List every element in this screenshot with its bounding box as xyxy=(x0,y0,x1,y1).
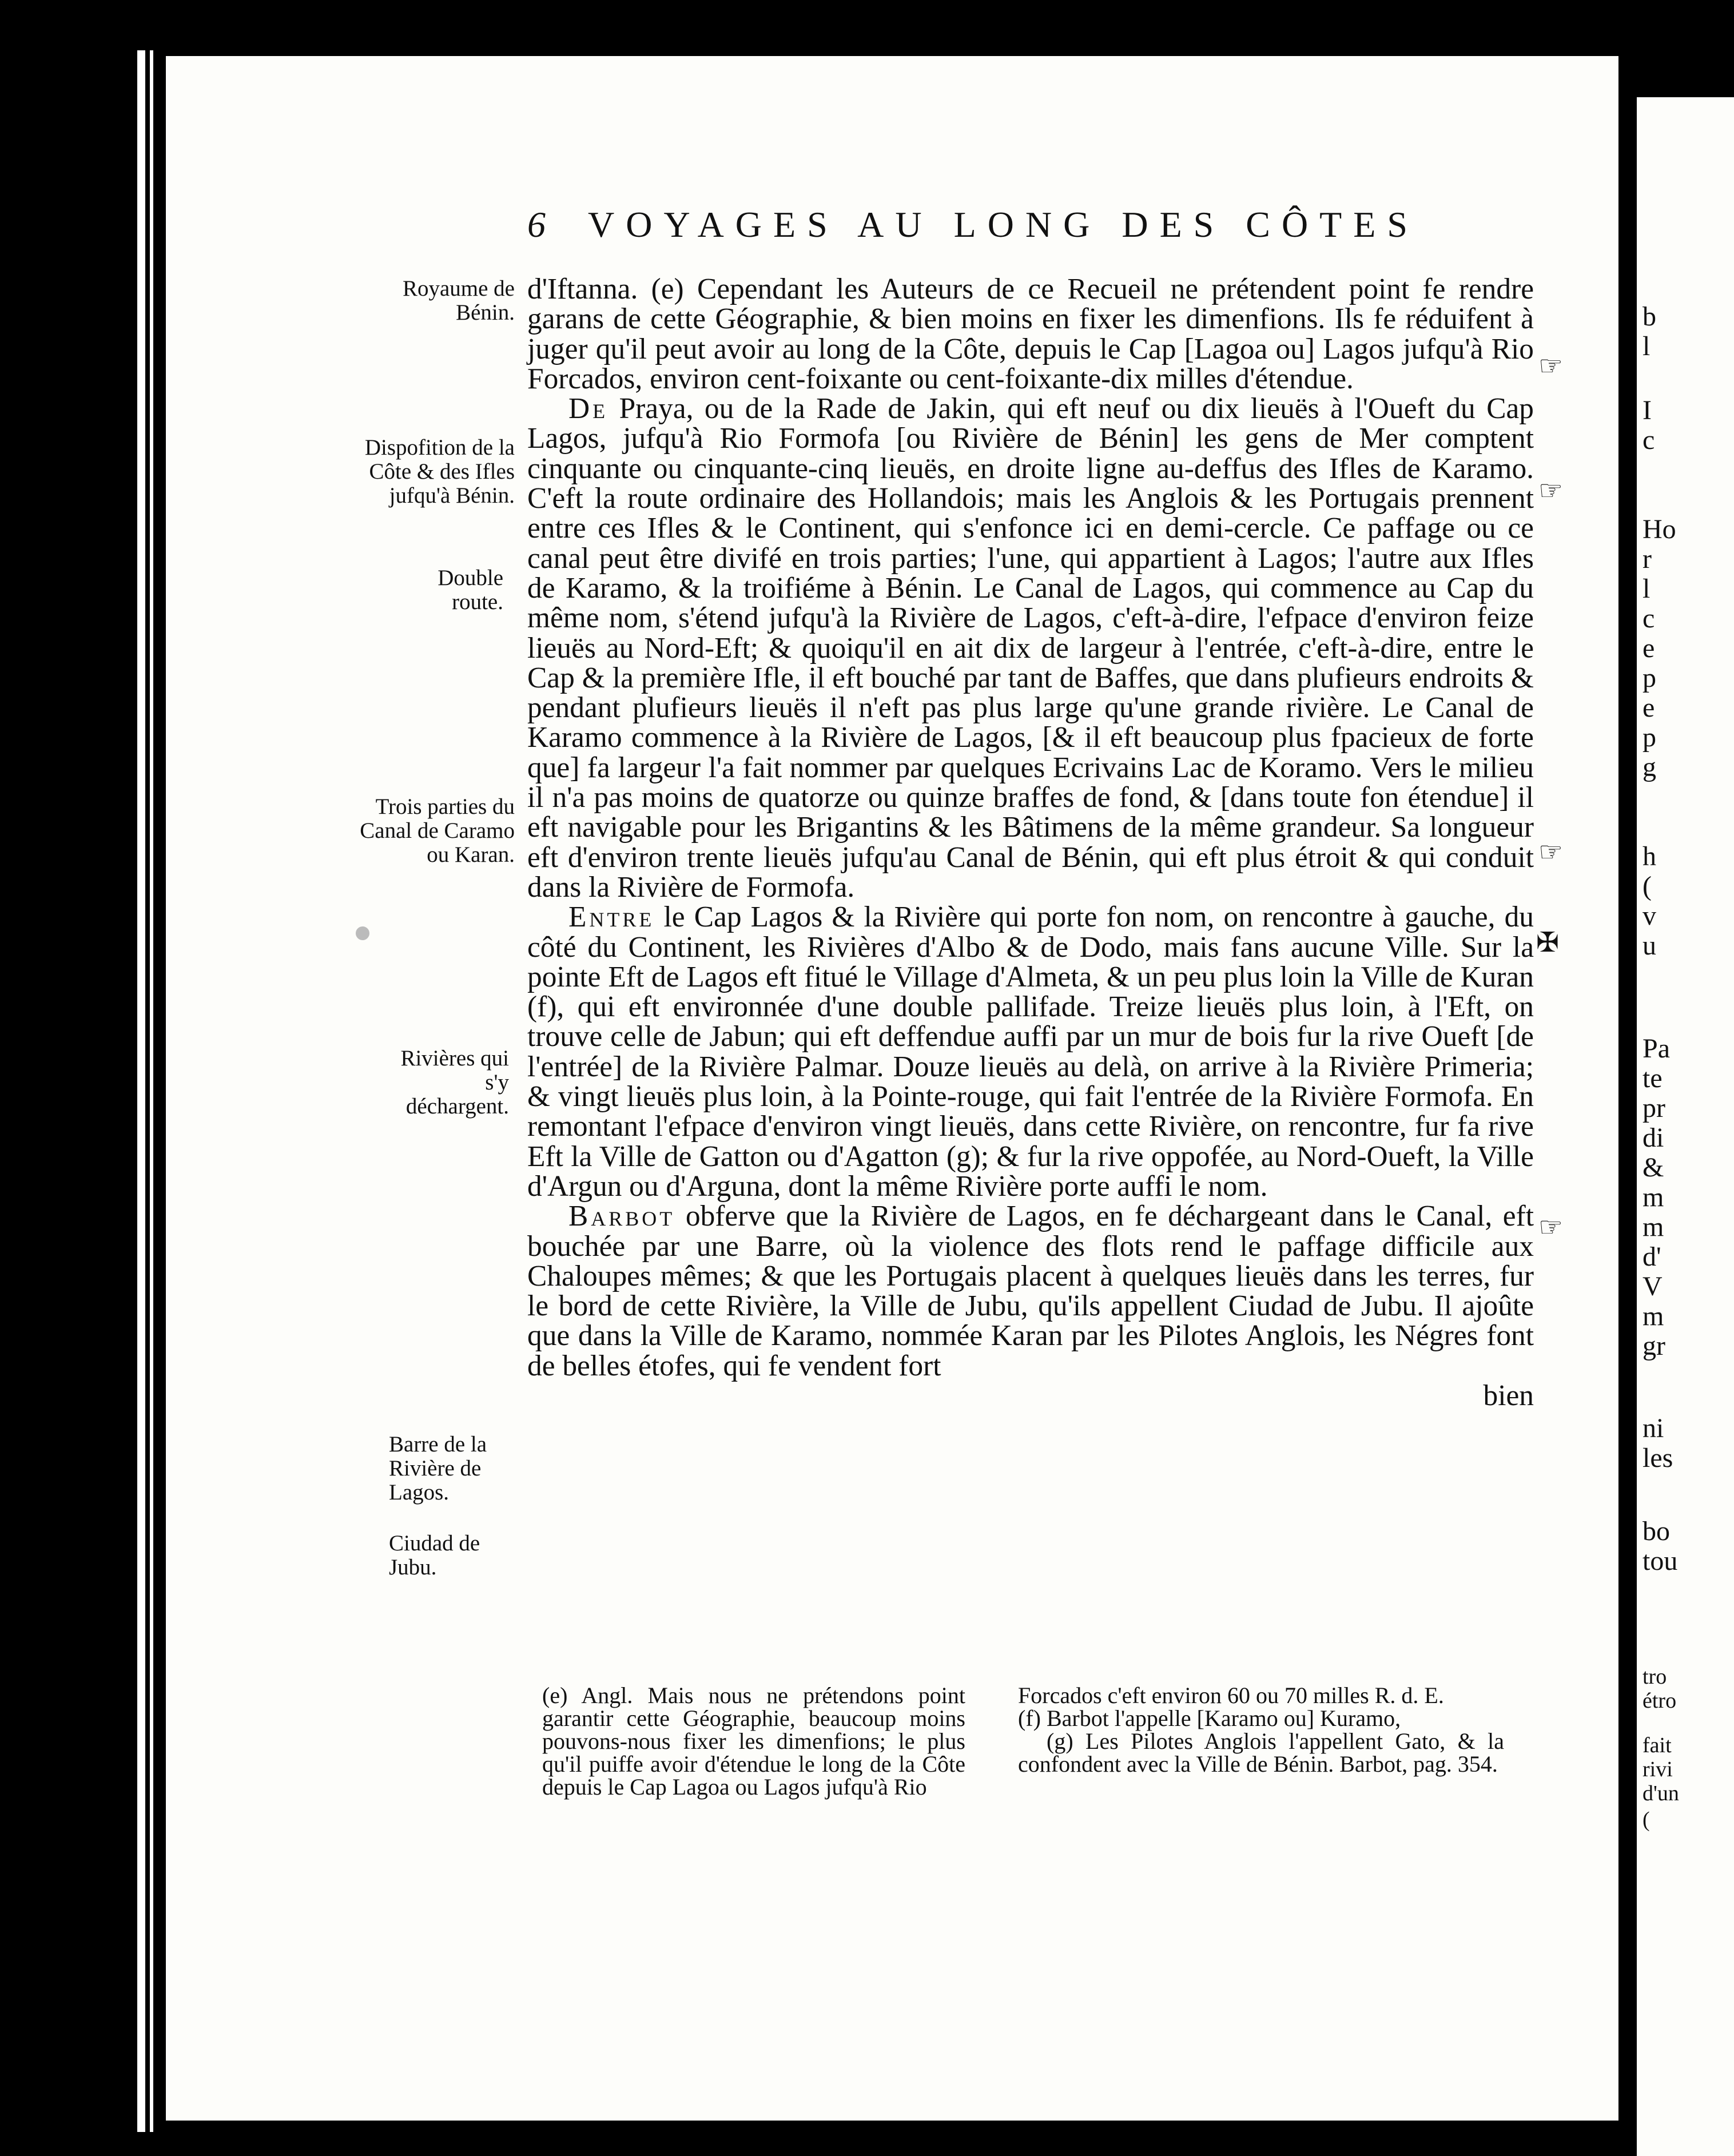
facing-fragment: les xyxy=(1642,1443,1673,1473)
facing-fragment: m xyxy=(1642,1182,1664,1212)
facing-page-edge xyxy=(1637,97,1734,2156)
facing-fragment: u xyxy=(1642,930,1656,961)
facing-fragment: fait xyxy=(1642,1733,1672,1757)
paragraph-3-text: le Cap Lagos & la Rivière qui porte fon nom, on rencontre à gauche, du côté du Continent, les Rivières d'Albo & de Dodo, mais fans aucune Ville. Sur la pointe Eft de Lagos eft fitué le Village d'Almeta, & un peu plus loin la Ville de Kuran (f), qui eft environnée d'une double pallifade. Treize lieuës plus loin, à l'Eft, on trouve celle de Jabun; qui eft deffendue auffi par un mur de bois fur la rive Oueft [de l'entrée] de la Rivière Palmar. Douze lieuës au delà, on arrive à la Rivière Primeria; & vingt lieuës plus loin, à la Pointe-rouge, qui fait l'entrée de la Rivière Formofa. En remontant l'efpace d'environ vingt lieuës, dans cette Rivière, on rencontre, fur fa rive Eft la Ville de Gatton ou d'Agatton (g); & fur la rive oppofée, au Nord-Oueft, la Ville d'Argun ou d'Arguna, dont la même Rivière porte auffi le nom. xyxy=(527,901,1534,1203)
margin-note-disposition: Dispofition de la Côte & des Ifles jufqu'à Bénin. xyxy=(364,435,515,508)
facing-fragment: V xyxy=(1642,1271,1663,1302)
running-title: VOYAGES AU LONG DES CÔTES xyxy=(588,204,1419,245)
facing-fragment: te xyxy=(1642,1063,1663,1093)
paragraph-2 xyxy=(527,394,1534,902)
facing-fragment: bo xyxy=(1642,1516,1670,1546)
facing-fragment: ni xyxy=(1642,1413,1664,1443)
facing-fragment: c xyxy=(1642,425,1655,455)
running-header xyxy=(527,204,1477,255)
facing-fragment: r xyxy=(1642,544,1652,574)
facing-fragment: gr xyxy=(1642,1331,1665,1361)
facing-fragment: rivi xyxy=(1642,1757,1673,1781)
paragraph-4-text: obferve que la Rivière de Lagos, en fe déchargeant dans le Canal, eft bouchée par une Barre, où la violence des flots rend le paffage difficile aux Chaloupes mêmes; & que les Portugais placent à quelques lieuës dans les terres, fur le bord de cette Rivière, la Ville de Jubu, qu'ils appellent Ciudad de Jubu. Il ajoûte que dans la Ville de Karamo, nommée Karan par les Pilotes Anglois, les Négres font de belles étofes, qui fe vendent fort xyxy=(527,1200,1534,1382)
cross-mark-icon: ✠ xyxy=(1536,926,1560,958)
paragraph-2-lead: De xyxy=(568,392,609,425)
footnotes-f-g xyxy=(1018,1684,1504,1776)
facing-fragment: l xyxy=(1642,331,1651,361)
facing-fragment: tro xyxy=(1642,1665,1667,1689)
pointing-hand-icon: ☞ xyxy=(1538,350,1564,382)
margin-note-ciudad: Ciudad de Jubu. xyxy=(389,1531,480,1580)
body-text xyxy=(527,275,1534,1411)
facing-fragment: d'un xyxy=(1642,1781,1679,1805)
facing-fragment: ( xyxy=(1642,871,1652,901)
paragraph-3-lead: Entre xyxy=(568,901,655,934)
footnote-e-text: (e) Angl. Mais nous ne prétendons point garantir cette Géographie, beaucoup moins pouvons-nous fixer les dimenfions; le plus qu'il puiffe avoir d'étendue le long de la Côte depuis le Cap Lagoa ou Lagos jufqu'à Rio xyxy=(542,1682,965,1800)
facing-fragment: ( xyxy=(1642,1808,1650,1832)
facing-fragment: I xyxy=(1642,395,1652,425)
facing-fragment: p xyxy=(1642,722,1656,753)
facing-fragment: m xyxy=(1642,1301,1664,1331)
footnote-g: (g) Les Pilotes Anglois l'appellent Gato, & la confondent avec la Ville de Bénin. Barbot, pag. 354. xyxy=(1018,1728,1504,1777)
pointing-hand-icon: ☞ xyxy=(1538,836,1564,868)
footnote-e xyxy=(542,1684,965,1799)
facing-fragment: di xyxy=(1642,1123,1664,1153)
paragraph-3 xyxy=(527,902,1534,1202)
paragraph-1-text: d'Iftanna. (e) Cependant les Auteurs de ce Recueil ne prétendent point fe rendre garans de cette Géographie, & bien moins en fixer les dimenfions. Ils fe réduifent à juger qu'il peut avoir au long de la Côte, depuis le Cap [Lagoa ou] Lagos jufqu'à Rio Forcados, environ cent-foixante ou cent-foixante-dix milles d'étendue. xyxy=(527,273,1534,395)
margin-note-barre: Barre de la Rivière de Lagos. xyxy=(389,1432,487,1505)
facing-fragment: Ho xyxy=(1642,514,1676,544)
facing-fragment: e xyxy=(1642,633,1655,663)
catchword: bien xyxy=(1483,1379,1534,1412)
facing-fragment: v xyxy=(1642,901,1656,931)
footnote-e-continued: Forcados c'eft environ 60 ou 70 milles R. d. E. xyxy=(1018,1682,1444,1708)
pointing-hand-icon: ☞ xyxy=(1538,1211,1564,1243)
facing-fragment: & xyxy=(1642,1152,1664,1183)
facing-fragment: h xyxy=(1642,841,1656,872)
facing-fragment: d' xyxy=(1642,1242,1661,1272)
facing-fragment: Pa xyxy=(1642,1033,1670,1064)
facing-fragment: tou xyxy=(1642,1546,1678,1576)
facing-fragment: p xyxy=(1642,663,1656,693)
page-number: 6 xyxy=(527,204,546,245)
binding-edge-inner xyxy=(150,50,153,2132)
ink-smudge xyxy=(356,926,369,940)
margin-note-double-route: Double route. xyxy=(438,566,503,614)
facing-fragment: pr xyxy=(1642,1093,1665,1123)
footnote-f: (f) Barbot l'appelle [Karamo ou] Kuramo, xyxy=(1018,1705,1401,1731)
binding-edge xyxy=(137,50,145,2132)
pointing-hand-icon: ☞ xyxy=(1538,475,1564,507)
facing-fragment: l xyxy=(1642,574,1651,604)
paragraph-4-lead: Barbot xyxy=(568,1200,675,1233)
facing-fragment: étro xyxy=(1642,1689,1677,1713)
facing-fragment: b xyxy=(1642,301,1656,332)
margin-note-rivieres: Rivières qui s'y déchargent. xyxy=(400,1046,509,1119)
paragraph-2-text: Praya, ou de la Rade de Jakin, qui eft neuf ou dix lieuës à l'Oueft du Cap Lagos, jufqu'à Rio Formofa [ou Rivière de Bénin] les gens de Mer comptent cinquante ou cinquante-cinq lieuës, en droite ligne au-deffus des Ifles de Karamo. C'eft la route ordinaire des Hollandois; mais les Anglois & les Portugais prennent entre ces Ifles & le Continent, qui s'enfonce ici en demi-cercle. Ce paffage ou ce canal peut être divifé en trois parties; l'une, qui appartient à Lagos; l'autre aux Ifles de Karamo, & la troifiéme à Bénin. Le Canal de Lagos, qui commence au Cap du même nom, s'étend jufqu'à la Rivière de Lagos, c'eft-à-dire, l'efpace d'environ feize lieuës au Nord-Eft; & quoiqu'il en ait dix de largeur à l'entrée, c'eft-à-dire, entre le Cap & la première Ifle, il eft bouché par tant de Baffes, que dans plufieurs endroits & pendant plufieurs lieuës il n'eft pas plus large qu'une grande rivière. Le Canal de Karamo commence à la Rivière de Lagos, [& il eft beaucoup plus fpacieux de forte que] fa largeur l'a fait nommer par quelques Ecrivains Lac de Koramo. Vers le milieu il n'a pas moins de quatorze ou quinze braffes de fond, & [dans toute fon étendue] il eft navigable pour les Brigantins & les Bâtimens de la même grandeur. Sa longueur eft d'environ trente lieuës jufqu'au Canal de Bénin, qui eft plus étroit & qui conduit dans la Rivière de Formofa. xyxy=(527,392,1534,904)
margin-note-trois-parties: Trois parties du Canal de Caramo ou Karan. xyxy=(360,794,515,867)
margin-note-royaume: Royaume de Bénin. xyxy=(402,276,515,325)
facing-fragment: m xyxy=(1642,1212,1664,1242)
facing-fragment: e xyxy=(1642,693,1655,723)
facing-fragment: g xyxy=(1642,752,1656,782)
paragraph-1 xyxy=(527,275,1534,394)
facing-fragment: c xyxy=(1642,603,1655,634)
paragraph-4 xyxy=(527,1202,1534,1381)
